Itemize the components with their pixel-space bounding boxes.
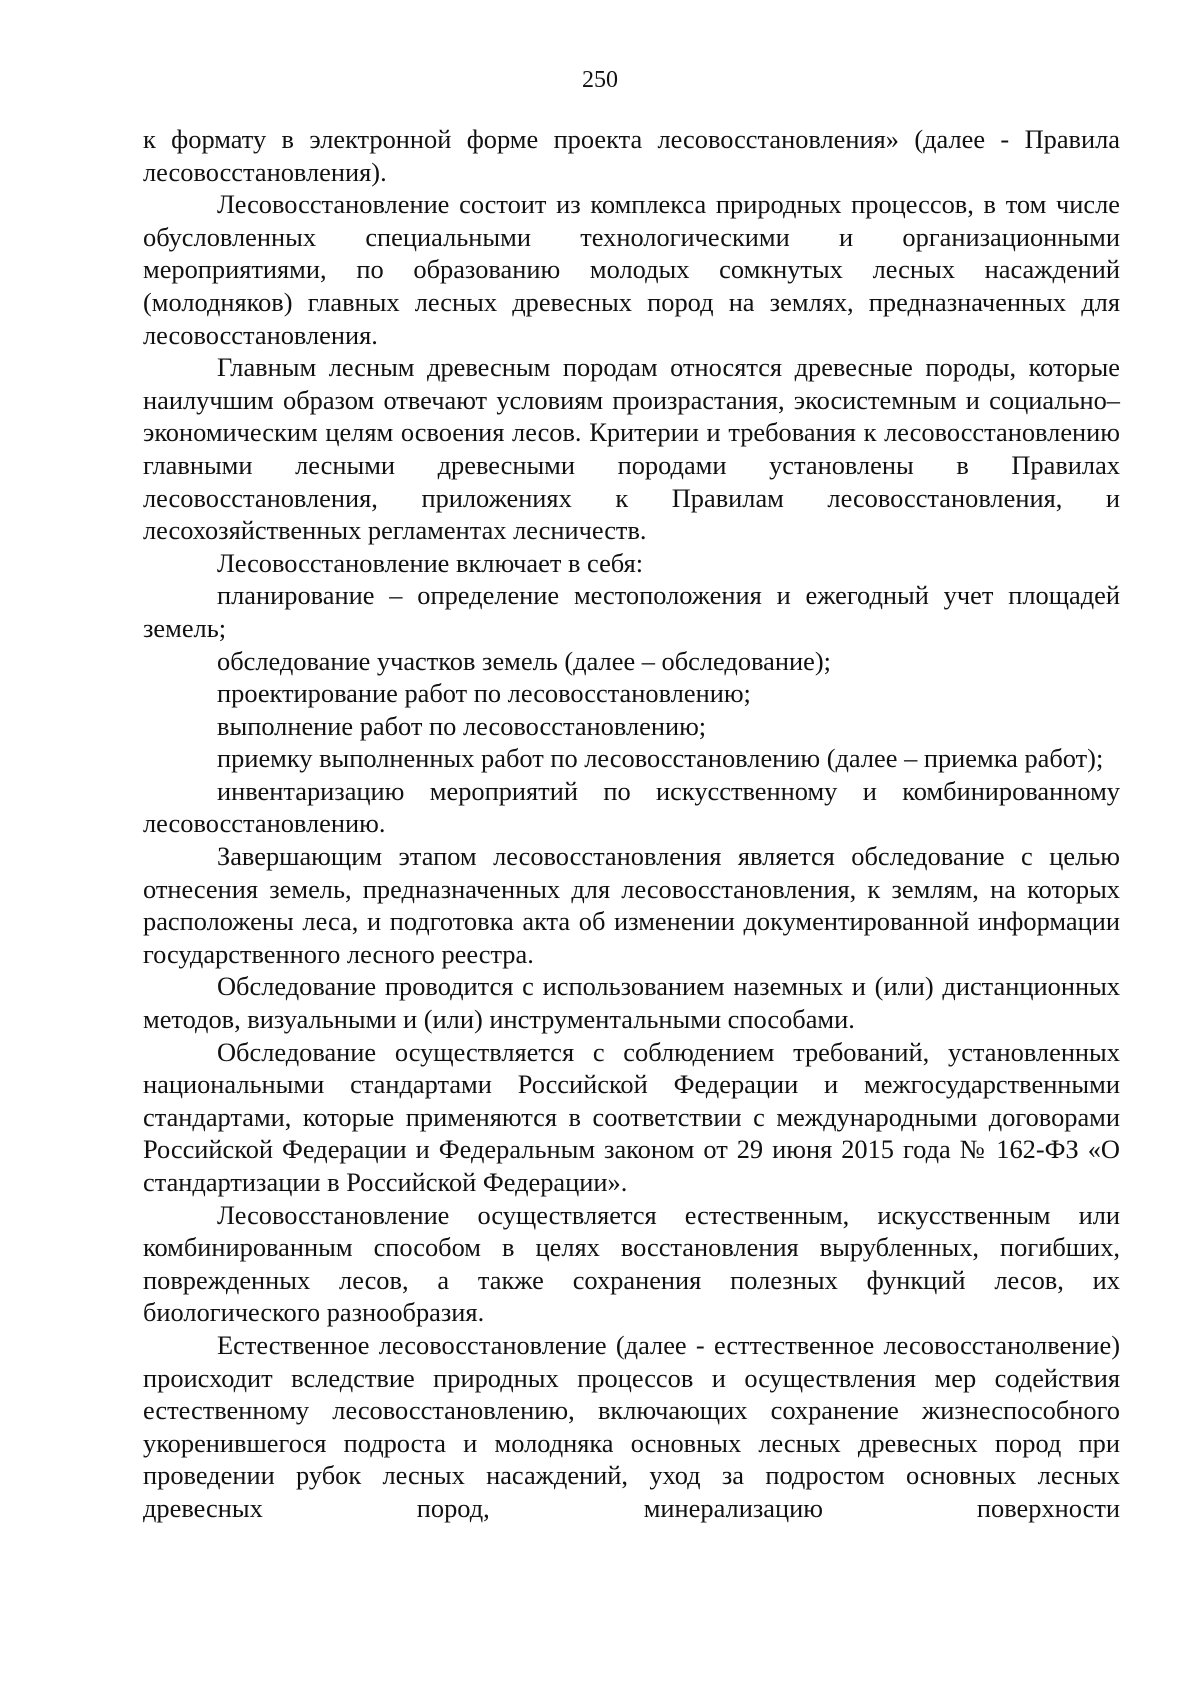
paragraph-final-stage: Завершающим этапом лесовосстановления является обследование с целью отнесения земель, предназначенных для лесовосстановления, к землям, на которых расположены леса, и подготовка акта об изменении документированной информации государственного лесного реестра. (143, 841, 1120, 969)
paragraph-includes-heading: Лесовосстановление включает в себя: (217, 547, 644, 578)
document-body (143, 123, 1120, 1525)
paragraph-survey-methods: Обследование проводится с использованием наземных и (или) дистанционных методов, визуальными и (или) инструментальными способами. (143, 971, 1120, 1035)
list-item-survey: обследование участков земель (далее – обследование); (217, 645, 831, 676)
paragraph-survey-standards: Обследование осуществляется с соблюдением требований, установленных национальными стандартами Российской Федерации и межгосударственными стандартами, которые применяются в соответствии с международными договорами Российской Федерации и Федеральным законом от 29 июня 2015 года № 162-ФЗ «О стандартизации в Российской Федерации». (143, 1036, 1120, 1197)
list-item-design: проектирование работ по лесовосстановлению; (217, 678, 751, 709)
list-item-execution: выполнение работ по лесовосстановлению; (217, 710, 707, 741)
list-item-planning: планирование – определение местоположения и ежегодный учет площадей земель; (143, 580, 1120, 643)
paragraph-reforestation-methods: Лесовосстановление осуществляется естественным, искусственным или комбинированным способом в целях восстановления вырубленных, погибших, поврежденных лесов, а также сохранения полезных функций лесов, их биологического разнообразия. (143, 1199, 1120, 1328)
paragraph-reforestation-definition: Лесовосстановление состоит из комплекса природных процессов, в том числе обусловленных специальными технологическими и организационными мероприятиями, по образованию молодых сомкнутых лесных насаждений (молодняков) главных лесных древесных пород на землях, предназначенных для лесовосстановления. (143, 189, 1120, 350)
list-item-acceptance: приемку выполненных работ по лесовосстановлению (далее – приемка работ); (217, 743, 1104, 774)
page-number: 250 (582, 67, 618, 93)
paragraph-natural-reforestation: Естественное лесовосстановление (далее - есттественное лесовосстанолвение) происходит вследствие природных процессов и осуществления мер содействия естественному лесовосстановлению, включающих сохранение жизнеспособного укоренившегося подроста и молодняка основных лесных древесных пород при проведении рубок лесных насаждений, уход за подростом основных лесных древесных пород, минерализацию поверхности (143, 1329, 1120, 1523)
paragraph-main-species: Главным лесным древесным породам относятся древесные породы, которые наилучшим образом отвечают условиям произрастания, экосистемным и социально–экономическим целям освоения лесов. Критерии и требования к лесовосстановлению главными лесными древесными породами установлены в Правилах лесовосстановления, приложениях к Правилам лесовосстановления, и лесохозяйственных регламентах лесничеств. (143, 352, 1120, 546)
list-item-inventory: инвентаризацию мероприятий по искусственному и комбинированному лесовосстановлению. (143, 775, 1120, 839)
paragraph-intro-continuation: к формату в электронной форме проекта лесовосстановления» (далее - Правила лесовосстановления). (143, 124, 1120, 187)
